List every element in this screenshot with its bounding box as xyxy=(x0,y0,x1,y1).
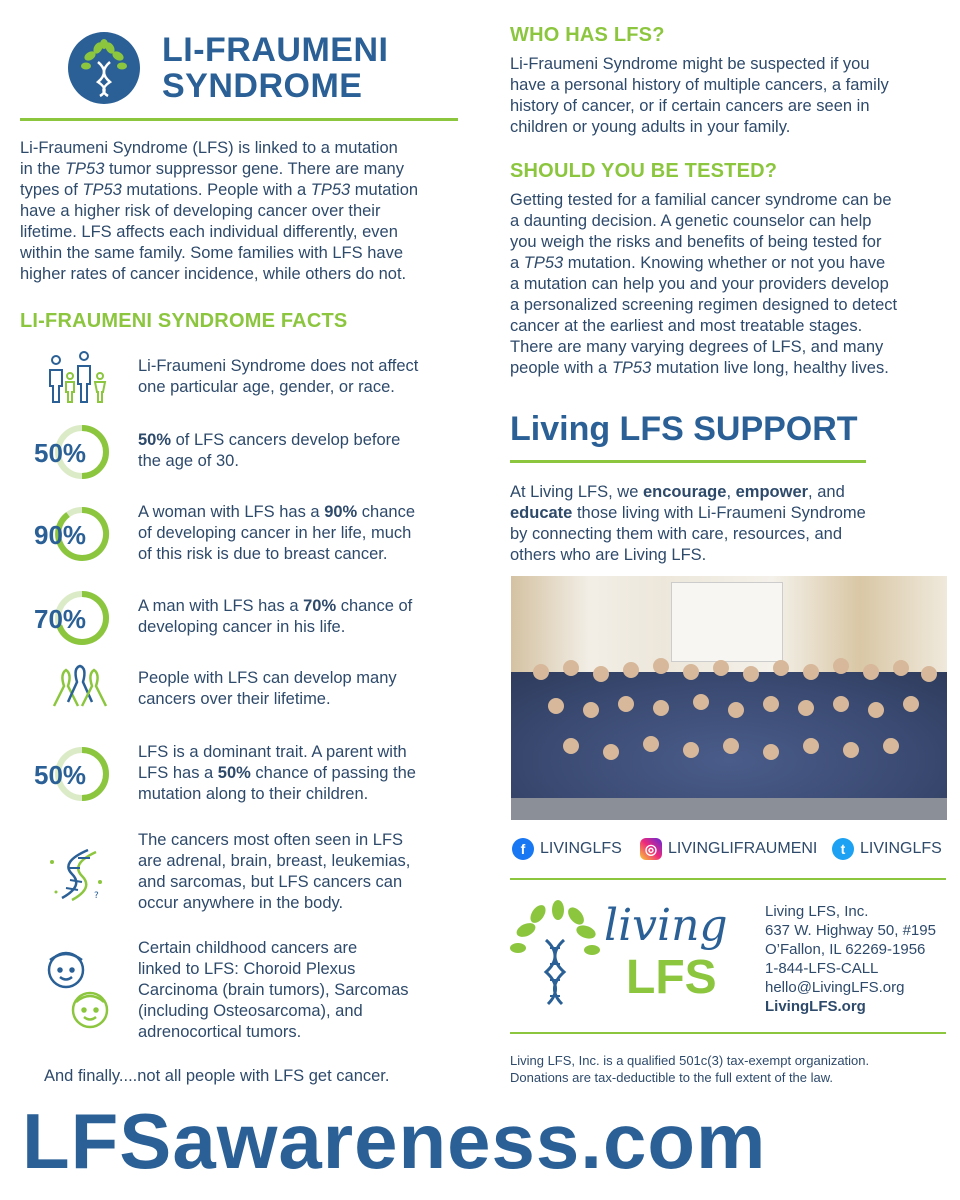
support-heading: Living LFS SUPPORT xyxy=(510,410,858,448)
facebook-icon: f xyxy=(512,838,534,860)
facts-heading: LI-FRAUMENI SYNDROME FACTS xyxy=(20,310,348,332)
percent-label: 50% xyxy=(34,760,87,790)
logo-lfs-text: LFS xyxy=(626,951,717,1004)
percent-gauge-90 xyxy=(32,504,112,564)
footer-website-url[interactable]: LFSawareness.com xyxy=(22,1097,767,1185)
nonprofit-note: Living LFS, Inc. is a qualified 501c(3) tax-exempt organization. Donations are tax-deductible to the full extent of the law. xyxy=(510,1053,870,1085)
tree-dna-icon xyxy=(508,900,600,1010)
facebook-link[interactable]: f LIVINGLFS xyxy=(512,838,622,860)
who-paragraph: Li-Fraumeni Syndrome might be suspected if you have a personal history of multiple cancers, a family history of cancer, or if certain cancers are seen in children or young adults in your family. xyxy=(510,55,889,136)
title-divider xyxy=(20,118,458,121)
percent-label: 50% xyxy=(34,438,87,468)
fact-age-gender: Li-Fraumeni Syndrome does not affect one particular age, gender, or race. xyxy=(138,357,419,396)
group-photo xyxy=(511,576,947,820)
percent-gauge-50-b xyxy=(32,744,112,804)
header-logo-circle xyxy=(68,32,140,104)
email-link[interactable]: hello@LivingLFS.org xyxy=(765,979,905,996)
fact-50-before-30: 50% of LFS cancers develop before the age of 30. xyxy=(138,431,401,470)
tested-paragraph: Getting tested for a familial cancer syndrome can be a daunting decision. A genetic counselor can help you weigh the risks and benefits of being tested for a TP53 mutation. Knowing whether or not you have a mutation can help you and your providers develop a personalized screening regimen designed to detect cancer at the earliest and most treatable stages. There are many varying degrees of LFS, and many people with a TP53 mutation live long, healthy lives. xyxy=(510,191,898,377)
percent-gauge-70 xyxy=(32,588,112,648)
dna-icon xyxy=(44,842,110,913)
twitter-link[interactable]: t LIVINGLFS xyxy=(832,838,942,860)
living-lfs-logo xyxy=(508,900,738,1010)
svg-text:?: ? xyxy=(94,891,99,901)
social-divider xyxy=(510,878,946,880)
percent-label: 90% xyxy=(34,520,87,550)
fact-man-70: A man with LFS has a 70% chance of developing cancer in his life. xyxy=(138,597,413,636)
fact-childhood-cancers: Certain childhood cancers are linked to LFS: Choroid Plexus Carcinoma (brain tumors), Sarcomas (including Osteosarcoma), and adrenocortical tumors. xyxy=(138,939,409,1041)
who-heading: WHO HAS LFS? xyxy=(510,24,665,46)
instagram-link[interactable]: ◎ LIVINGLIFRAUMENI xyxy=(640,838,817,860)
tested-heading: SHOULD YOU BE TESTED? xyxy=(510,160,778,182)
tree-dna-icon xyxy=(68,32,140,104)
logo-living-text: living xyxy=(604,900,728,951)
support-divider xyxy=(510,460,866,463)
fact-many-cancers: People with LFS can develop many cancers over their lifetime. xyxy=(138,669,397,708)
percent-label: 70% xyxy=(34,604,87,634)
contact-address: Living LFS, Inc. 637 W. Highway 50, #195 O’Fallon, IL 62269-1956 1-844-LFS-CALL hello@LivingLFS.org LivingLFS.org xyxy=(765,903,936,1015)
page-title: LI-FRAUMENI SYNDROME xyxy=(162,31,389,105)
intro-paragraph: Li-Fraumeni Syndrome (LFS) is linked to a mutation in the TP53 tumor suppressor gene. There are many types of TP53 mutations. People with a TP53 mutation have a higher risk of developing cancer over their lifetime. LFS affects each individual differently, even within the same family. Some families with LFS have higher rates of cancer incidence, while others do not. xyxy=(20,139,419,283)
fact-woman-90: A woman with LFS has a 90% chance of developing cancer in her life, much of this risk is due to breast cancer. xyxy=(138,503,416,563)
ribbons-icon xyxy=(40,662,114,723)
twitter-icon: t xyxy=(832,838,854,860)
website-link[interactable]: LivingLFS.org xyxy=(765,998,866,1015)
fact-common-cancers: The cancers most often seen in LFS are adrenal, brain, breast, leukemias, and sarcomas, but LFS cancers can occur anywhere in the body. xyxy=(138,831,411,912)
fact-dominant-trait: LFS is a dominant trait. A parent with LFS has a 50% chance of passing the mutation along to their children. xyxy=(138,743,416,803)
percent-gauge-50-a xyxy=(32,422,112,482)
address-divider xyxy=(510,1032,946,1034)
family-icon xyxy=(42,348,112,411)
finally-note: And finally....not all people with LFS get cancer. xyxy=(44,1067,390,1085)
children-icon xyxy=(40,944,120,1039)
support-paragraph: At Living LFS, we encourage, empower, and educate those living with Li-Fraumeni Syndrome by connecting them with care, resources, and others who are Living LFS. xyxy=(510,483,866,564)
instagram-icon: ◎ xyxy=(640,838,662,860)
